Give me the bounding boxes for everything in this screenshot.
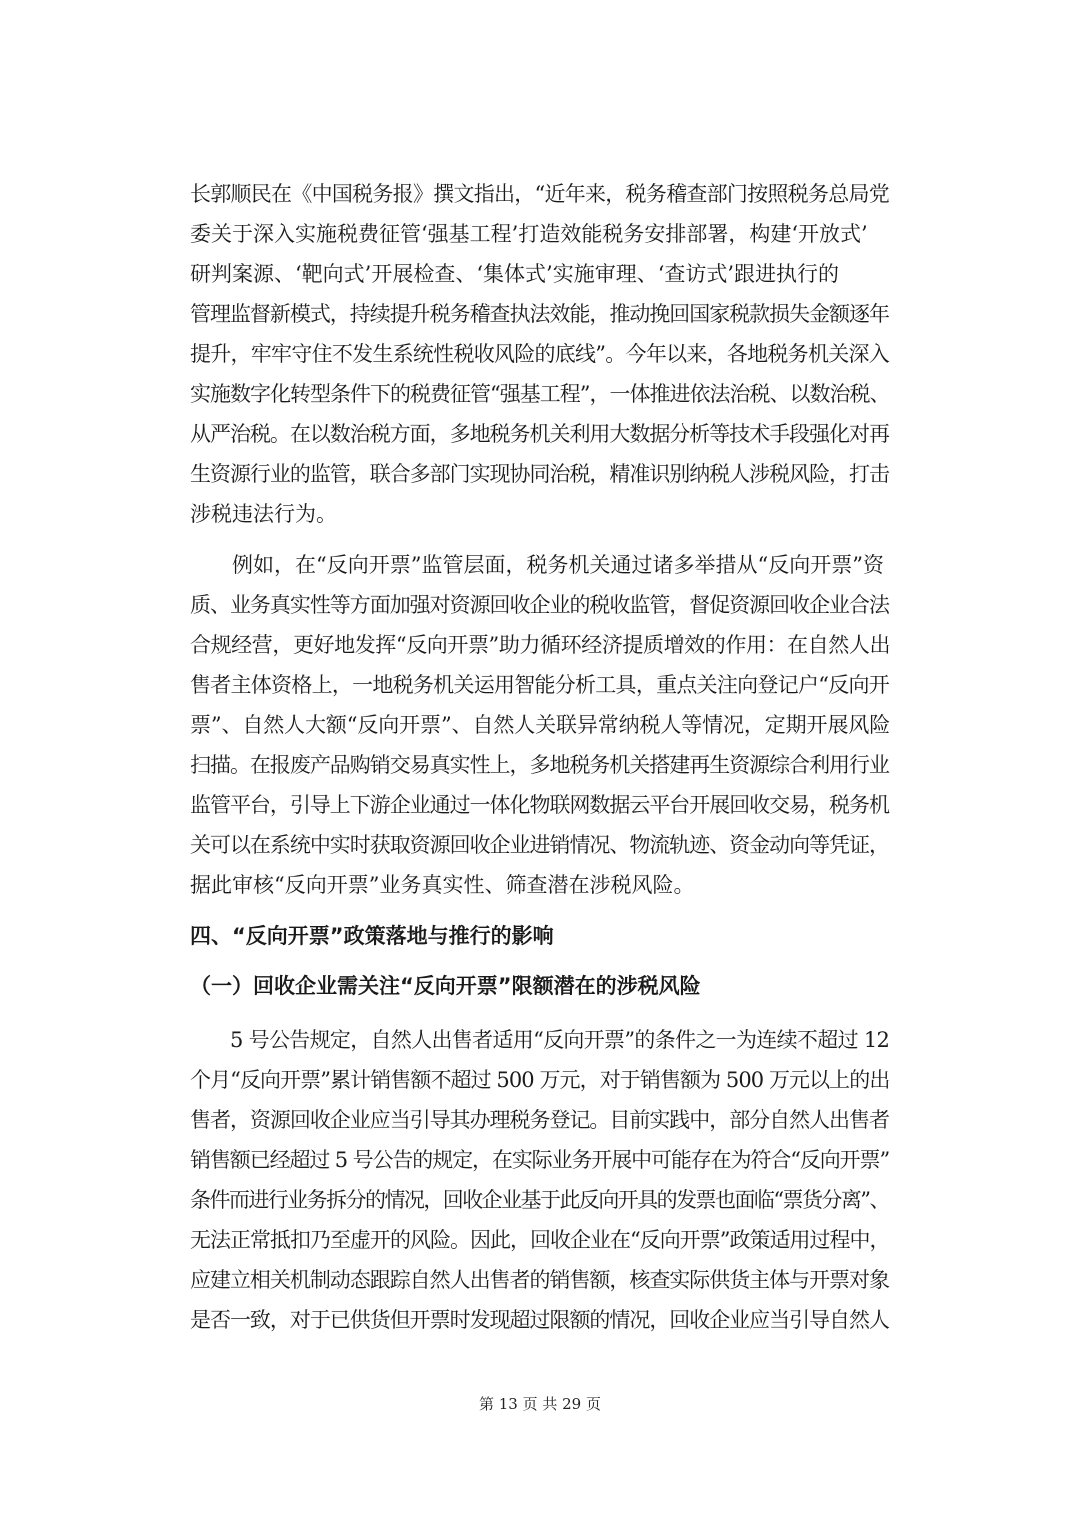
paragraph-line: 从严治税。在以数治税方面，多地税务机关利用大数据分析等技术手段强化对再 [190, 422, 889, 446]
paragraph-line: 票”、自然人大额“反向开票”、自然人关联异常纳税人等情况，定期开展风险 [190, 713, 890, 737]
paragraph-line: 售者主体资格上，一地税务机关运用智能分析工具，重点关注向登记户“反向开 [190, 673, 889, 697]
paragraph-line: 据此审核“反向开票”业务真实性、筛查潜在涉税风险。 [190, 873, 695, 897]
paragraph-line: 质、业务真实性等方面加强对资源回收企业的税收监管，督促资源回收企业合法 [190, 593, 889, 617]
paragraph-line: 生资源行业的监管，联合多部门实现协同治税，精准识别纳税人涉税风险，打击 [190, 462, 889, 486]
paragraph-line: 监管平台，引导上下游企业通过一体化物联网数据云平台开展回收交易，税务机 [190, 793, 889, 817]
paragraph-line: 条件而进行业务拆分的情况，回收企业基于此反向开具的发票也面临“票货分离”、 [190, 1188, 889, 1212]
page-number-footer: 第 13 页 共 29 页 [478, 1395, 601, 1413]
paragraph-line: 例如，在“反向开票”监管层面，税务机关通过诸多举措从“反向开票”资 [232, 553, 884, 577]
paragraph-line: 关可以在系统中实时获取资源回收企业进销情况、物流轨迹、资金动向等凭证， [190, 833, 889, 857]
paragraph-line: 是否一致，对于已供货但开票时发现超过限额的情况，回收企业应当引导自然人 [190, 1308, 889, 1332]
paragraph-line: 委关于深入实施税费征管‘强基工程’打造效能税务安排部署，构建‘开放式’ [190, 222, 868, 246]
paragraph-line: 应建立相关机制动态跟踪自然人出售者的销售额，核查实际供货主体与开票对象 [190, 1268, 889, 1292]
paragraph-line: 扫描。在报废产品购销交易真实性上，多地税务机关搭建再生资源综合利用行业 [190, 753, 889, 777]
paragraph-line: 个月“反向开票”累计销售额不超过 500 万元，对于销售额为 500 万元以上的出 [190, 1068, 890, 1092]
paragraph-line: 长郭顺民在《中国税务报》撰文指出，“近年来，税务稽查部门按照税务总局党 [190, 182, 889, 206]
paragraph-line: 实施数字化转型条件下的税费征管“强基工程”，一体推进依法治税、以数治税、 [190, 382, 890, 406]
subsection-heading: （一）回收企业需关注“反向开票”限额潜在的涉税风险 [190, 974, 701, 998]
paragraph-line: 涉税违法行为。 [190, 502, 337, 526]
paragraph-line: 提升，牢牢守住不发生系统性税收风险的底线”。今年以来，各地税务机关深入 [190, 342, 889, 366]
section-heading: 四、“反向开票”政策落地与推行的影响 [190, 924, 554, 948]
paragraph-line: 管理监督新模式，持续提升税务稽查执法效能，推动挽回国家税款损失金额逐年 [190, 302, 889, 326]
paragraph-line: 售者，资源回收企业应当引导其办理税务登记。目前实践中，部分自然人出售者 [190, 1108, 889, 1132]
paragraph-line: 无法正常抵扣乃至虚开的风险。因此，回收企业在“反向开票”政策适用过程中， [190, 1228, 890, 1252]
paragraph-line: 研判案源、‘靶向式’开展检查、‘集体式’实施审理、‘查访式’跟进执行的 [190, 262, 840, 286]
paragraph-line: 5 号公告规定，自然人出售者适用“反向开票”的条件之一为连续不超过 12 [230, 1028, 890, 1052]
paragraph-line: 销售额已经超过 5 号公告的规定，在实际业务开展中可能存在为符合“反向开票” [190, 1148, 890, 1172]
paragraph-line: 合规经营，更好地发挥“反向开票”助力循环经济提质增效的作用：在自然人出 [190, 633, 890, 657]
